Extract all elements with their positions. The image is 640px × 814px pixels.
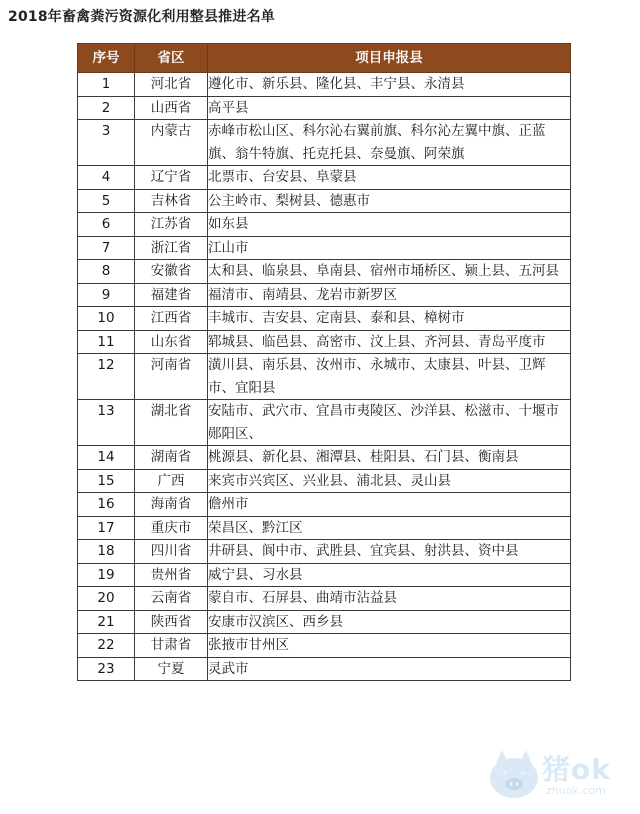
row-counties: 蒙自市、石屏县、曲靖市沾益县 xyxy=(208,587,571,611)
row-province: 宁夏 xyxy=(135,657,208,681)
table-row xyxy=(78,96,571,120)
row-province: 四川省 xyxy=(135,540,208,564)
table-row xyxy=(78,610,571,634)
header-no: 序号 xyxy=(78,44,135,73)
row-counties: 威宁县、习水县 xyxy=(208,563,571,587)
table-row xyxy=(78,587,571,611)
row-counties: 井研县、阆中市、武胜县、宜宾县、射洪县、资中县 xyxy=(208,540,571,564)
row-number: 2 xyxy=(78,96,135,120)
row-number: 11 xyxy=(78,330,135,354)
table-row xyxy=(78,657,571,681)
row-number: 5 xyxy=(78,189,135,213)
row-counties: 安康市汉滨区、西乡县 xyxy=(208,610,571,634)
row-counties: 来宾市兴宾区、兴业县、浦北县、灵山县 xyxy=(208,469,571,493)
row-province: 浙江省 xyxy=(135,236,208,260)
table-row xyxy=(78,634,571,658)
row-province: 云南省 xyxy=(135,587,208,611)
row-number: 14 xyxy=(78,446,135,470)
table-row xyxy=(78,120,571,166)
row-counties: 灵武市 xyxy=(208,657,571,681)
row-counties: 丰城市、吉安县、定南县、泰和县、樟树市 xyxy=(208,307,571,331)
row-counties: 福清市、南靖县、龙岩市新罗区 xyxy=(208,283,571,307)
row-number: 12 xyxy=(78,354,135,400)
page-title: 2018年畜禽粪污资源化利用整县推进名单 xyxy=(8,9,275,25)
table-row xyxy=(78,469,571,493)
table-row xyxy=(78,73,571,97)
row-number: 15 xyxy=(78,469,135,493)
row-province: 内蒙古 xyxy=(135,120,208,166)
table-row xyxy=(78,236,571,260)
row-province: 辽宁省 xyxy=(135,166,208,190)
row-province: 贵州省 xyxy=(135,563,208,587)
row-counties: 张掖市甘州区 xyxy=(208,634,571,658)
table-row xyxy=(78,166,571,190)
row-number: 4 xyxy=(78,166,135,190)
row-province: 山东省 xyxy=(135,330,208,354)
table-row xyxy=(78,189,571,213)
table-row xyxy=(78,283,571,307)
row-province: 河南省 xyxy=(135,354,208,400)
header-province: 省区 xyxy=(135,44,208,73)
row-province: 江苏省 xyxy=(135,213,208,237)
header-counties: 项目申报县 xyxy=(208,44,571,73)
table-header-row xyxy=(78,44,571,73)
watermark-brand: 猪ok xyxy=(542,753,611,786)
pig-logo-icon xyxy=(484,746,544,804)
row-number: 7 xyxy=(78,236,135,260)
row-counties: 荣昌区、黔江区 xyxy=(208,516,571,540)
row-number: 9 xyxy=(78,283,135,307)
row-number: 18 xyxy=(78,540,135,564)
table-row xyxy=(78,354,571,400)
row-number: 20 xyxy=(78,587,135,611)
row-counties: 江山市 xyxy=(208,236,571,260)
row-number: 23 xyxy=(78,657,135,681)
row-province: 甘肃省 xyxy=(135,634,208,658)
row-counties: 北票市、台安县、阜蒙县 xyxy=(208,166,571,190)
row-counties: 郓城县、临邑县、高密市、汶上县、齐河县、青岛平度市 xyxy=(208,330,571,354)
row-counties: 桃源县、新化县、湘潭县、桂阳县、石门县、衡南县 xyxy=(208,446,571,470)
row-number: 13 xyxy=(78,400,135,446)
table-row xyxy=(78,307,571,331)
row-counties: 儋州市 xyxy=(208,493,571,517)
site-watermark xyxy=(484,744,634,808)
table-row xyxy=(78,213,571,237)
row-province: 广西 xyxy=(135,469,208,493)
table-row xyxy=(78,260,571,284)
row-counties: 赤峰市松山区、科尔沁右翼前旗、科尔沁左翼中旗、正蓝旗、翁牛特旗、托克托县、奈曼旗、阿荣旗 xyxy=(208,120,571,166)
row-counties: 高平县 xyxy=(208,96,571,120)
table-row xyxy=(78,563,571,587)
watermark-site: zhuok.com xyxy=(546,784,606,797)
row-counties: 遵化市、新乐县、隆化县、丰宁县、永清县 xyxy=(208,73,571,97)
row-province: 湖北省 xyxy=(135,400,208,446)
table-row xyxy=(78,516,571,540)
table-row xyxy=(78,493,571,517)
row-number: 1 xyxy=(78,73,135,97)
row-province: 山西省 xyxy=(135,96,208,120)
row-number: 22 xyxy=(78,634,135,658)
row-counties: 太和县、临泉县、阜南县、宿州市埇桥区、颍上县、五河县 xyxy=(208,260,571,284)
row-province: 湖南省 xyxy=(135,446,208,470)
row-counties: 潢川县、南乐县、汝州市、永城市、太康县、叶县、卫辉市、宜阳县 xyxy=(208,354,571,400)
row-province: 海南省 xyxy=(135,493,208,517)
row-province: 福建省 xyxy=(135,283,208,307)
row-number: 16 xyxy=(78,493,135,517)
row-number: 17 xyxy=(78,516,135,540)
row-number: 3 xyxy=(78,120,135,166)
table-row xyxy=(78,400,571,446)
row-number: 21 xyxy=(78,610,135,634)
row-province: 陕西省 xyxy=(135,610,208,634)
table-row xyxy=(78,446,571,470)
row-province: 江西省 xyxy=(135,307,208,331)
row-counties: 安陆市、武穴市、宜昌市夷陵区、沙洋县、松滋市、十堰市郧阳区、 xyxy=(208,400,571,446)
row-province: 安徽省 xyxy=(135,260,208,284)
county-list-table xyxy=(77,43,571,681)
table-row xyxy=(78,540,571,564)
row-number: 19 xyxy=(78,563,135,587)
row-number: 10 xyxy=(78,307,135,331)
row-province: 重庆市 xyxy=(135,516,208,540)
row-province: 吉林省 xyxy=(135,189,208,213)
row-counties: 如东县 xyxy=(208,213,571,237)
table-row xyxy=(78,330,571,354)
row-counties: 公主岭市、梨树县、德惠市 xyxy=(208,189,571,213)
row-number: 8 xyxy=(78,260,135,284)
row-number: 6 xyxy=(78,213,135,237)
row-province: 河北省 xyxy=(135,73,208,97)
